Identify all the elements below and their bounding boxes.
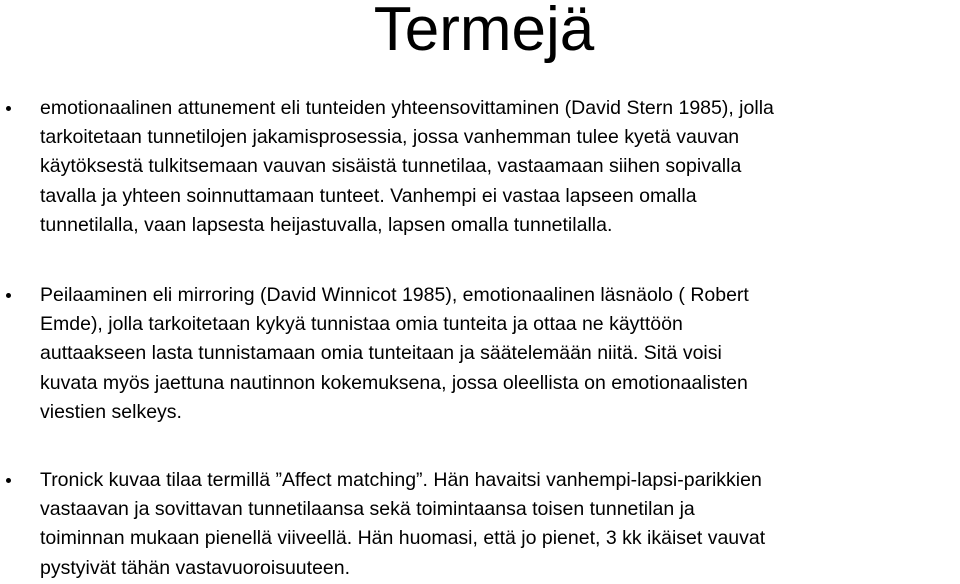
bullet-line: vastaavan ja sovittavan tunnetilaansa sekä toimintaansa toisen tunnetilan ja [40, 498, 695, 521]
bullet-line: emotionaalinen attunement eli tunteiden yhteensovittaminen (David Stern 1985), jolla [40, 97, 774, 119]
bullet-line: viestien selkeys. [40, 400, 182, 423]
bullet-line: tarkoitetaan tunnetilojen jakamisprosessia, jossa vanhemman tulee kyetä vauvan [40, 126, 740, 149]
bullet-text [40, 466, 955, 583]
bullet-line: tavalla ja yhteen soinnuttamaan tunteet. Vanhempi ei vastaa lapseen omalla [40, 184, 697, 207]
bullet-dot-icon [6, 293, 11, 298]
bullet-dot-icon [6, 106, 11, 111]
bullet-dot-icon [6, 478, 11, 483]
bullet-line: Peilaaminen eli mirroring (David Winnicot 1985), emotionaalinen läsnäolo ( Robert [40, 284, 749, 306]
bullet-line: auttaakseen lasta tunnistamaan omia tunteitaan ja säätelemään niitä. Sitä voisi [40, 342, 722, 365]
bullet-line: kuvata myös jaettuna nautinnon kokemuksena, jossa oleellista on emotionaalisten [40, 371, 748, 394]
bullet-line: Tronick kuvaa tilaa termillä ”Affect matching”. Hän havaitsi vanhempi-lapsi-parikkien [40, 469, 762, 491]
bullet-text [40, 94, 955, 240]
bullet-line: pystyivät tähän vastavuoroisuuteen. [40, 556, 351, 579]
bullet-line: käytöksestä tulkitsemaan vauvan sisäistä tunnetilaa, vastaamaan siihen sopivalla [40, 155, 742, 178]
bullet-text [40, 281, 955, 427]
bullet-line: tunnetilalla, vaan lapsesta heijastuvalla, lapsen omalla tunnetilalla. [40, 213, 613, 236]
bullet-line: toiminnan mukaan pienellä viiveellä. Hän huomasi, että jo pienet, 3 kk ikäiset vauvat [40, 527, 766, 550]
slide-title: Termejä [373, 0, 595, 64]
bullet-line: Emde), jolla tarkoitetaan kykyä tunnistaa omia tunteita ja ottaa ne käyttöön [40, 313, 683, 336]
